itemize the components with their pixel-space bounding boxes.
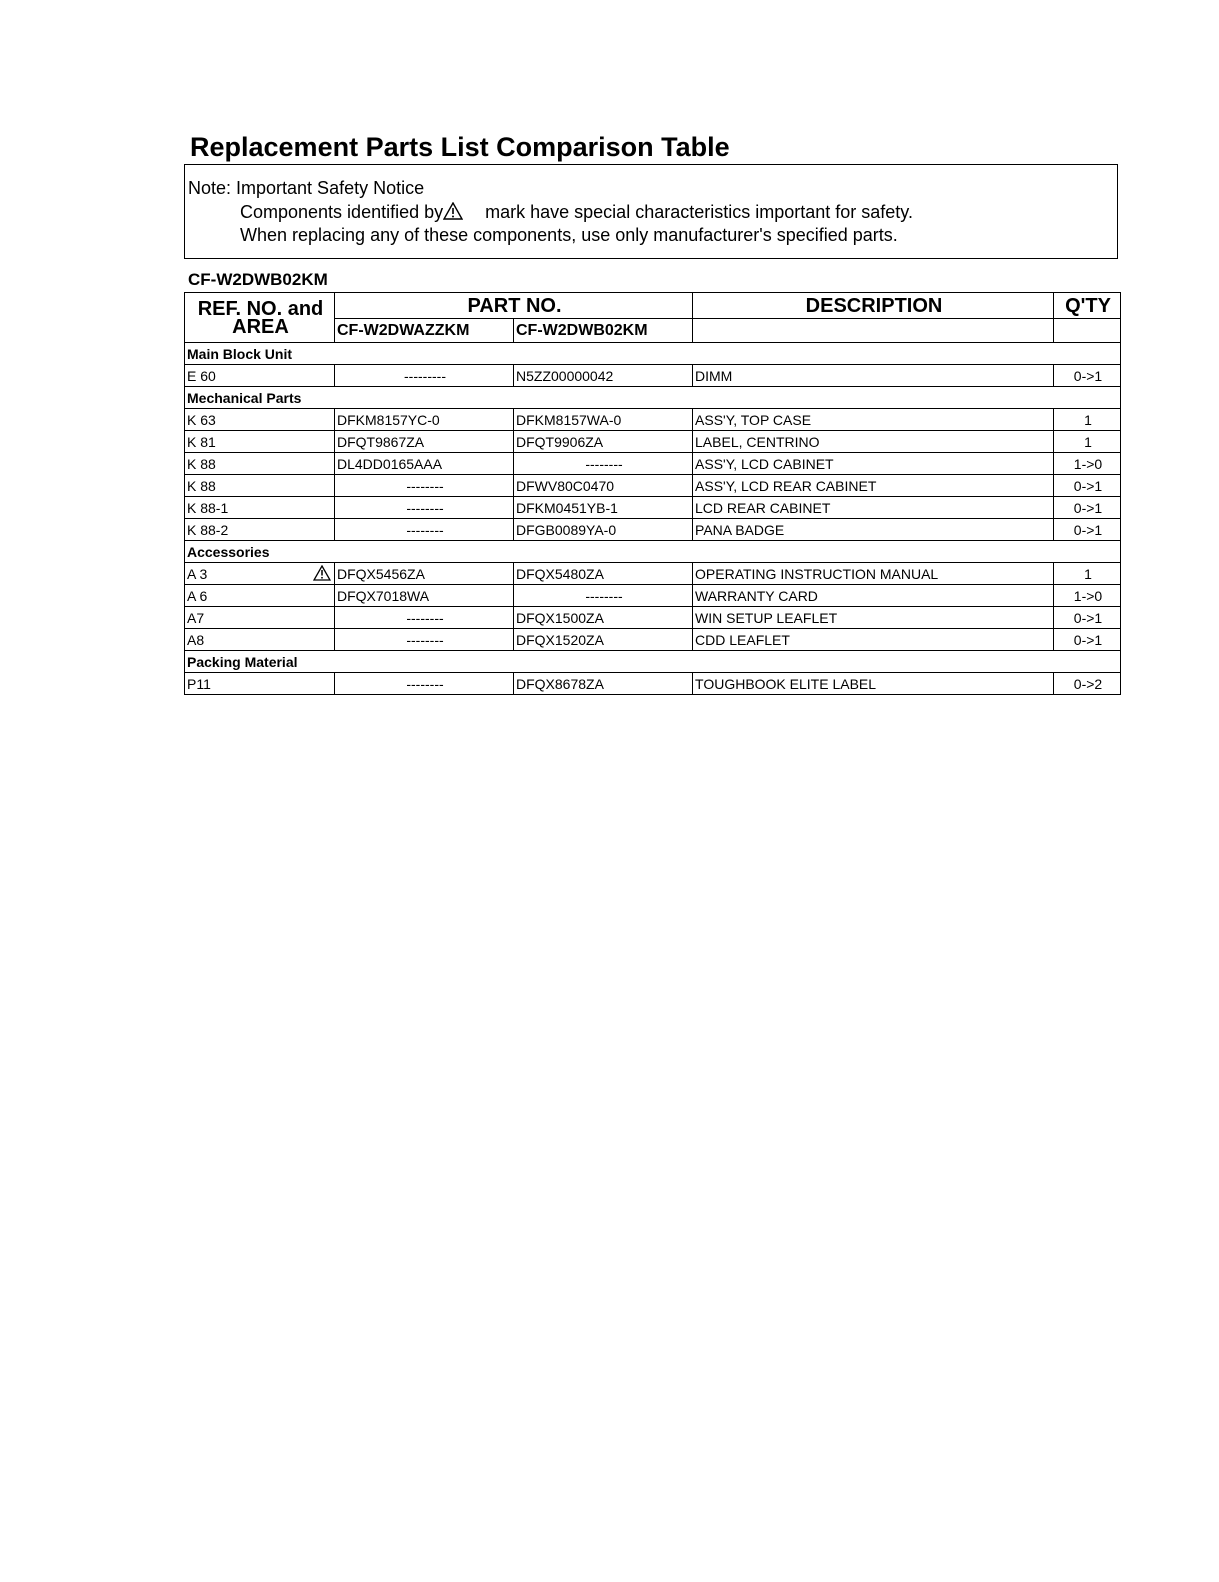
ref-cell — [185, 453, 335, 475]
old-part-cell-text: -------- — [406, 499, 444, 516]
new-part-cell-text: DFQX5480ZA — [516, 565, 604, 582]
old-part-cell-text: DFQX7018WA — [337, 587, 430, 604]
model-number: CF-W2DWB02KM — [188, 270, 328, 289]
old-part-cell-text: -------- — [406, 521, 444, 538]
qty-cell — [1054, 365, 1121, 387]
ref-cell — [185, 629, 335, 651]
ref-cell — [185, 409, 335, 431]
page-title: Replacement Parts List Comparison Table — [190, 132, 730, 162]
qty-cell-text: 0->2 — [1073, 675, 1103, 692]
table-row — [185, 629, 1121, 651]
new-part-cell — [514, 409, 693, 431]
empty-header-cell — [1054, 319, 1121, 343]
description-cell-text: DIMM — [695, 367, 733, 384]
new-part-cell — [514, 453, 693, 475]
qty-cell-text: 0->1 — [1073, 521, 1103, 538]
table-row — [185, 497, 1121, 519]
qty-cell-text: 1 — [1084, 411, 1092, 428]
description-cell — [693, 519, 1054, 541]
old-part-cell-text: -------- — [406, 631, 444, 648]
description-header: DESCRIPTION — [693, 293, 1054, 319]
new-part-cell — [514, 431, 693, 453]
ref-cell — [185, 475, 335, 497]
new-part-cell — [514, 475, 693, 497]
qty-cell-text: 1->0 — [1073, 455, 1103, 472]
section-row — [185, 651, 1121, 673]
qty-cell-text: 0->1 — [1073, 609, 1103, 626]
qty-cell — [1054, 519, 1121, 541]
table-row — [185, 563, 1121, 585]
old-part-cell — [335, 519, 514, 541]
ref-cell-text: P11 — [187, 675, 211, 692]
notice-text-end: mark have special characteristics important for safety. — [485, 202, 913, 222]
old-part-cell — [335, 409, 514, 431]
qty-cell — [1054, 475, 1121, 497]
qty-cell-text: 1 — [1084, 433, 1092, 450]
ref-cell-text: K 81 — [187, 433, 216, 450]
new-part-cell-text: DFQT9906ZA — [516, 433, 604, 450]
new-part-cell — [514, 673, 693, 695]
description-cell-text: PANA BADGE — [695, 521, 785, 538]
table-row — [185, 365, 1121, 387]
qty-cell-text: 0->1 — [1073, 499, 1103, 516]
old-part-cell — [335, 431, 514, 453]
warning-triangle-icon — [443, 202, 463, 225]
old-part-cell — [335, 585, 514, 607]
qty-cell — [1054, 497, 1121, 519]
old-part-cell-text: --------- — [404, 367, 446, 384]
section-row — [185, 387, 1121, 409]
ref-cell-text: E 60 — [187, 367, 216, 384]
old-model-header: CF-W2DWAZZKM — [335, 319, 514, 343]
ref-cell — [185, 563, 335, 585]
new-part-cell — [514, 365, 693, 387]
description-cell — [693, 453, 1054, 475]
table-row — [185, 607, 1121, 629]
ref-cell-text: K 88-2 — [187, 521, 229, 538]
qty-cell-text: 0->1 — [1073, 477, 1103, 494]
table-row — [185, 519, 1121, 541]
old-part-cell — [335, 475, 514, 497]
new-part-cell — [514, 519, 693, 541]
old-part-cell — [335, 673, 514, 695]
notice-heading: Note: Important Safety Notice — [188, 178, 425, 198]
description-cell — [693, 431, 1054, 453]
notice-line-replacing: When replacing any of these components, use only manufacturer's specified parts. — [240, 225, 898, 245]
table-row — [185, 453, 1121, 475]
table-row — [185, 475, 1121, 497]
ref-cell-text: K 88 — [187, 477, 216, 494]
description-cell-text: CDD LEAFLET — [695, 631, 790, 648]
safety-notice-box — [184, 164, 1118, 259]
new-part-cell-text: DFQX1500ZA — [516, 609, 604, 626]
new-part-cell-text: DFKM8157WA-0 — [516, 411, 622, 428]
new-part-cell-text: DFWV80C0470 — [516, 477, 615, 494]
description-cell-text: ASS'Y, LCD CABINET — [695, 455, 834, 472]
qty-cell — [1054, 453, 1121, 475]
old-part-cell — [335, 453, 514, 475]
description-cell-text: ASS'Y, TOP CASE — [695, 411, 812, 428]
old-part-cell — [335, 563, 514, 585]
table-row — [185, 431, 1121, 453]
description-cell — [693, 673, 1054, 695]
header-row — [185, 293, 1121, 319]
section-row — [185, 541, 1121, 563]
new-model-header: CF-W2DWB02KM — [514, 319, 693, 343]
notice-line-components — [240, 202, 913, 225]
old-part-cell — [335, 629, 514, 651]
ref-cell-text: A 6 — [187, 587, 208, 604]
ref-cell — [185, 585, 335, 607]
new-part-cell-text: DFQX8678ZA — [516, 675, 604, 692]
description-cell — [693, 409, 1054, 431]
new-part-cell-text: N5ZZ00000042 — [516, 367, 614, 384]
description-cell — [693, 365, 1054, 387]
old-part-cell-text: -------- — [406, 477, 444, 494]
description-cell-text: LABEL, CENTRINO — [695, 433, 820, 450]
ref-cell — [185, 673, 335, 695]
ref-cell-text: A7 — [187, 609, 205, 626]
ref-cell — [185, 519, 335, 541]
qty-cell — [1054, 673, 1121, 695]
old-part-cell-text: DFKM8157YC-0 — [337, 411, 440, 428]
qty-cell — [1054, 409, 1121, 431]
old-part-cell-text: DL4DD0165AAA — [337, 455, 443, 472]
description-cell — [693, 629, 1054, 651]
new-part-cell-text: DFGB0089YA-0 — [516, 521, 617, 538]
old-part-cell-text: -------- — [406, 675, 444, 692]
ref-header-line2: AREA — [232, 315, 289, 338]
qty-cell — [1054, 607, 1121, 629]
table-row — [185, 409, 1121, 431]
qty-cell — [1054, 585, 1121, 607]
description-cell-text: ASS'Y, LCD REAR CABINET — [695, 477, 877, 494]
qty-cell — [1054, 629, 1121, 651]
part-no-header: PART NO. — [335, 293, 693, 319]
warning-triangle-icon — [313, 565, 331, 585]
old-part-cell-text: DFQX5456ZA — [337, 565, 425, 582]
new-part-cell — [514, 629, 693, 651]
description-cell-text: WIN SETUP LEAFLET — [695, 609, 838, 626]
description-cell — [693, 475, 1054, 497]
description-cell-text: WARRANTY CARD — [695, 587, 818, 604]
qty-cell-text: 0->1 — [1073, 631, 1103, 648]
ref-cell-text: K 88 — [187, 455, 216, 472]
ref-cell — [185, 431, 335, 453]
ref-cell-text: K 88-1 — [187, 499, 229, 516]
ref-cell — [185, 607, 335, 629]
ref-cell — [185, 365, 335, 387]
new-part-cell-text: -------- — [585, 455, 623, 472]
section-title: Mechanical Parts — [185, 387, 1121, 409]
new-part-cell-text: -------- — [585, 587, 623, 604]
parts-table — [184, 292, 1121, 695]
description-cell — [693, 607, 1054, 629]
old-part-cell-text: DFQT9867ZA — [337, 433, 425, 450]
section-row — [185, 343, 1121, 365]
section-title: Accessories — [185, 541, 1121, 563]
old-part-cell — [335, 607, 514, 629]
description-cell-text: OPERATING INSTRUCTION MANUAL — [695, 565, 939, 582]
ref-cell-text: K 63 — [187, 411, 216, 428]
ref-cell-text: A8 — [187, 631, 205, 648]
new-part-cell-text: DFKM0451YB-1 — [516, 499, 618, 516]
section-title: Main Block Unit — [185, 343, 1121, 365]
qty-header: Q'TY — [1054, 293, 1121, 319]
table-row — [185, 673, 1121, 695]
ref-area-header — [185, 293, 335, 343]
old-part-cell-text: -------- — [406, 609, 444, 626]
new-part-cell — [514, 607, 693, 629]
description-cell — [693, 585, 1054, 607]
old-part-cell — [335, 365, 514, 387]
qty-cell-text: 1->0 — [1073, 587, 1103, 604]
new-part-cell — [514, 563, 693, 585]
notice-text-start: Components identified by — [240, 202, 444, 222]
description-cell — [693, 497, 1054, 519]
table-row — [185, 585, 1121, 607]
section-title: Packing Material — [185, 651, 1121, 673]
empty-header-cell — [693, 319, 1054, 343]
description-cell-text: LCD REAR CABINET — [695, 499, 831, 516]
new-part-cell-text: DFQX1520ZA — [516, 631, 604, 648]
description-cell-text: TOUGHBOOK ELITE LABEL — [695, 675, 877, 692]
qty-cell-text: 1 — [1084, 565, 1092, 582]
qty-cell — [1054, 431, 1121, 453]
old-part-cell — [335, 497, 514, 519]
description-cell — [693, 563, 1054, 585]
ref-header-line1: REF. NO. and — [197, 297, 324, 320]
qty-cell-text: 0->1 — [1073, 367, 1103, 384]
new-part-cell — [514, 497, 693, 519]
ref-cell-text: A 3 — [187, 565, 208, 582]
qty-cell — [1054, 563, 1121, 585]
ref-cell — [185, 497, 335, 519]
new-part-cell — [514, 585, 693, 607]
